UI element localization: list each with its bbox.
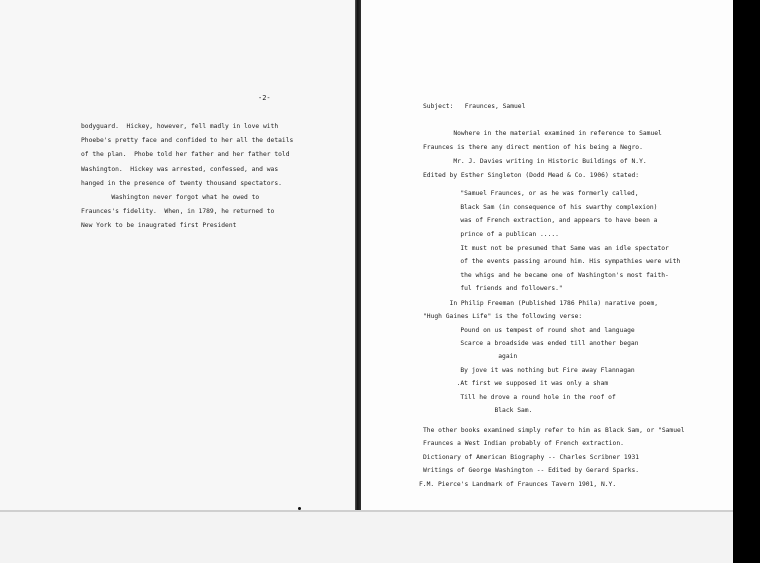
text-line: "Hugh Gaines Life" is the following verse: [423, 313, 583, 320]
text-line: The other books examined simply refer to him as Black Sam, or "Samuel [423, 427, 685, 434]
text-line: It must not be presumed that Same was an idle spectator [430, 245, 669, 252]
text-line: Mr. J. Davies writing in Historic Buildings of N.Y. [423, 158, 647, 165]
verse-line: Pound on us tempest of round shot and language [430, 327, 635, 334]
text-line: Fraunces is there any direct mention of his being a Negro. [423, 144, 643, 151]
verse-line: By jove it was nothing but Fire away Flannagan [430, 367, 635, 374]
left-page [0, 0, 355, 563]
reference-line: Dictionary of American Biography -- Charles Scribner 1931 [423, 454, 640, 461]
text-line: Washington. Hickey was arrested, confessed, and was [81, 165, 279, 173]
text-line: bodyguard. Hickey, however, fell madly in love with [81, 123, 279, 130]
verse-line: again [430, 353, 518, 360]
text-line: Fraunces's fidelity. When, in 1789, he returned to [81, 208, 275, 216]
reference-line: F.M. Pierce's Landmark of Fraunces Tavern 1901, N.Y. [419, 481, 617, 488]
verse-line: Black Sam. [430, 407, 533, 414]
text-line: "Samuel Fraunces, or as he was formerly called, [430, 190, 639, 197]
text-line: hanged in the presence of twenty thousand spectators. [81, 179, 282, 187]
text-line: New York to be inaugrated first President [81, 222, 237, 230]
text-line: of the plan. Phobe told her father and her father told [81, 151, 290, 159]
page-number: -2- [258, 94, 271, 102]
text-line: Fraunces a West Indian probably of French extraction. [423, 440, 624, 447]
verse-line: Till he drove a round hole in the roof of [430, 394, 616, 401]
verse-line: Scarce a broadside was ended till another began [430, 340, 639, 347]
verse-line: .At first we supposed it was only a sham [430, 380, 609, 387]
book-spine [355, 0, 361, 563]
text-line: the whigs and he became one of Washington's most faith- [430, 272, 669, 279]
text-line: Washington never forgot what he owed to [81, 193, 260, 201]
text-line: Nowhere in the material examined in reference to Samuel [423, 130, 662, 137]
text-line: was of French extraction, and appears to have been a [430, 217, 658, 224]
text-line: ful friends and followers." [430, 285, 563, 292]
text-line: In Philip Freeman (Published 1786 Phila) narative poem, [423, 300, 659, 307]
ink-dot [298, 507, 301, 510]
text-line: prince of a publican ..... [430, 231, 559, 238]
text-line: Black Sam (in consequence of his swarthy complexion) [430, 204, 658, 211]
text-line: Edited by Esther Singleton (Dodd Mead & Co. 1906) stated: [423, 172, 640, 179]
text-line: Phoebe's pretty face and confided to her all the details [81, 137, 294, 145]
subject-heading: Subject: Fraunces, Samuel [423, 103, 526, 110]
reference-line: Writings of George Washington -- Edited by Gerard Sparks. [423, 467, 640, 474]
bottom-margin [0, 512, 733, 563]
left-page-text [81, 123, 293, 237]
text-line: of the events passing around him. His sympathies were with [430, 258, 681, 265]
right-page [361, 0, 733, 563]
